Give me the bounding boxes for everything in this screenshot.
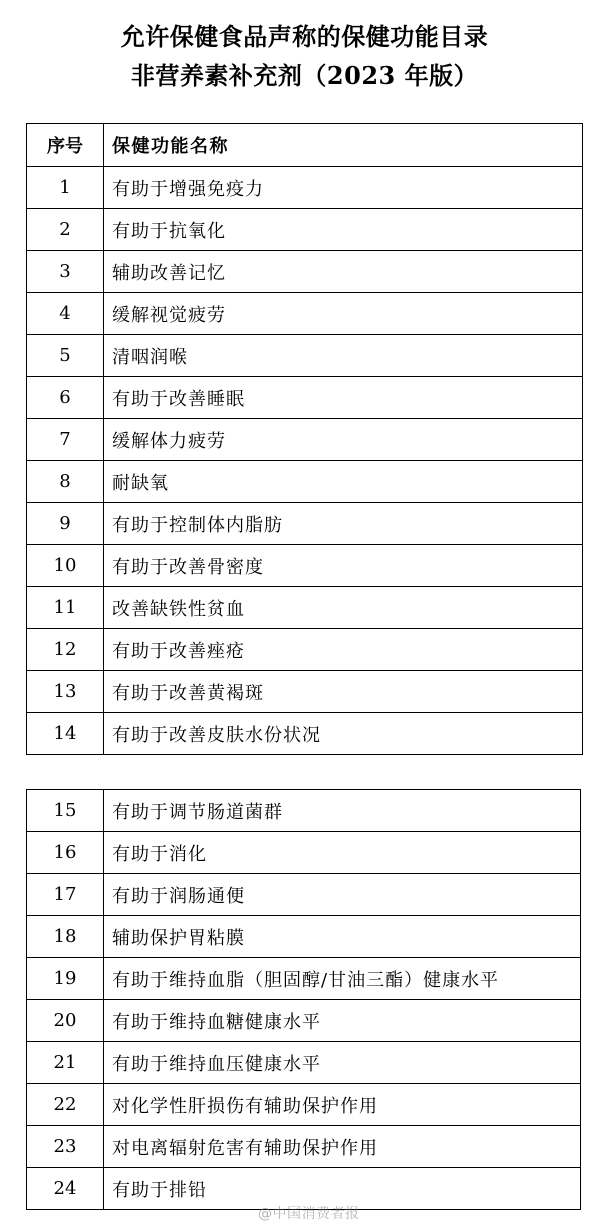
table-row	[27, 335, 583, 377]
table-row	[27, 1000, 581, 1042]
document-subtitle: 非营养素补充剂（2023 年版）	[130, 61, 479, 90]
table-row	[27, 419, 583, 461]
row-number: 9	[27, 503, 104, 545]
row-number: 24	[27, 1168, 104, 1210]
watermark: @中国消费者报	[258, 1206, 360, 1222]
row-number: 16	[27, 832, 104, 874]
row-function-name: 有助于维持血压健康水平	[104, 1042, 581, 1084]
row-number: 10	[27, 545, 104, 587]
row-number: 19	[27, 958, 104, 1000]
row-number: 17	[27, 874, 104, 916]
header-function-name: 保健功能名称	[104, 124, 583, 167]
table-row	[27, 293, 583, 335]
table-header-row	[27, 124, 583, 167]
table-row	[27, 713, 583, 755]
row-number: 15	[27, 790, 104, 832]
row-number: 8	[27, 461, 104, 503]
row-function-name: 有助于改善骨密度	[104, 545, 583, 587]
table-row	[27, 587, 583, 629]
health-function-table-part-1	[26, 123, 583, 755]
row-number: 22	[27, 1084, 104, 1126]
table-row	[27, 377, 583, 419]
row-function-name: 有助于抗氧化	[104, 209, 583, 251]
row-function-name: 缓解体力疲劳	[104, 419, 583, 461]
table-row	[27, 832, 581, 874]
row-function-name: 有助于改善痤疮	[104, 629, 583, 671]
row-function-name: 有助于改善皮肤水份状况	[104, 713, 583, 755]
row-function-name: 有助于维持血脂（胆固醇/甘油三酯）健康水平	[104, 958, 581, 1000]
row-function-name: 对化学性肝损伤有辅助保护作用	[104, 1084, 581, 1126]
row-number: 7	[27, 419, 104, 461]
row-function-name: 缓解视觉疲劳	[104, 293, 583, 335]
row-number: 14	[27, 713, 104, 755]
row-function-name: 改善缺铁性贫血	[104, 587, 583, 629]
row-function-name: 有助于消化	[104, 832, 581, 874]
row-function-name: 有助于控制体内脂肪	[104, 503, 583, 545]
row-function-name: 有助于改善黄褐斑	[104, 671, 583, 713]
row-function-name: 辅助保护胃粘膜	[104, 916, 581, 958]
row-number: 21	[27, 1042, 104, 1084]
row-function-name: 有助于排铅	[104, 1168, 581, 1210]
row-number: 11	[27, 587, 104, 629]
row-number: 18	[27, 916, 104, 958]
table-row	[27, 503, 583, 545]
table-row	[27, 167, 583, 209]
row-number: 4	[27, 293, 104, 335]
row-number: 12	[27, 629, 104, 671]
document-title: 允许保健食品声称的保健功能目录	[120, 22, 489, 51]
table-row	[27, 916, 581, 958]
table-row	[27, 1126, 581, 1168]
row-number: 6	[27, 377, 104, 419]
table-row	[27, 251, 583, 293]
row-function-name: 清咽润喉	[104, 335, 583, 377]
row-function-name: 耐缺氧	[104, 461, 583, 503]
row-number: 2	[27, 209, 104, 251]
table-row	[27, 790, 581, 832]
row-number: 5	[27, 335, 104, 377]
row-number: 20	[27, 1000, 104, 1042]
health-function-table-part-2	[26, 789, 581, 1210]
row-function-name: 有助于改善睡眠	[104, 377, 583, 419]
table-row	[27, 671, 583, 713]
row-function-name: 有助于润肠通便	[104, 874, 581, 916]
row-function-name: 有助于维持血糖健康水平	[104, 1000, 581, 1042]
row-function-name: 有助于调节肠道菌群	[104, 790, 581, 832]
row-number: 23	[27, 1126, 104, 1168]
table-row	[27, 209, 583, 251]
table-row	[27, 874, 581, 916]
row-number: 3	[27, 251, 104, 293]
row-number: 1	[27, 167, 104, 209]
row-function-name: 有助于增强免疫力	[104, 167, 583, 209]
table-row	[27, 1084, 581, 1126]
table-row	[27, 545, 583, 587]
table-row	[27, 629, 583, 671]
row-function-name: 对电离辐射危害有辅助保护作用	[104, 1126, 581, 1168]
row-number: 13	[27, 671, 104, 713]
header-number: 序号	[27, 124, 104, 167]
table-row	[27, 958, 581, 1000]
table-row	[27, 1042, 581, 1084]
table-row	[27, 461, 583, 503]
row-function-name: 辅助改善记忆	[104, 251, 583, 293]
